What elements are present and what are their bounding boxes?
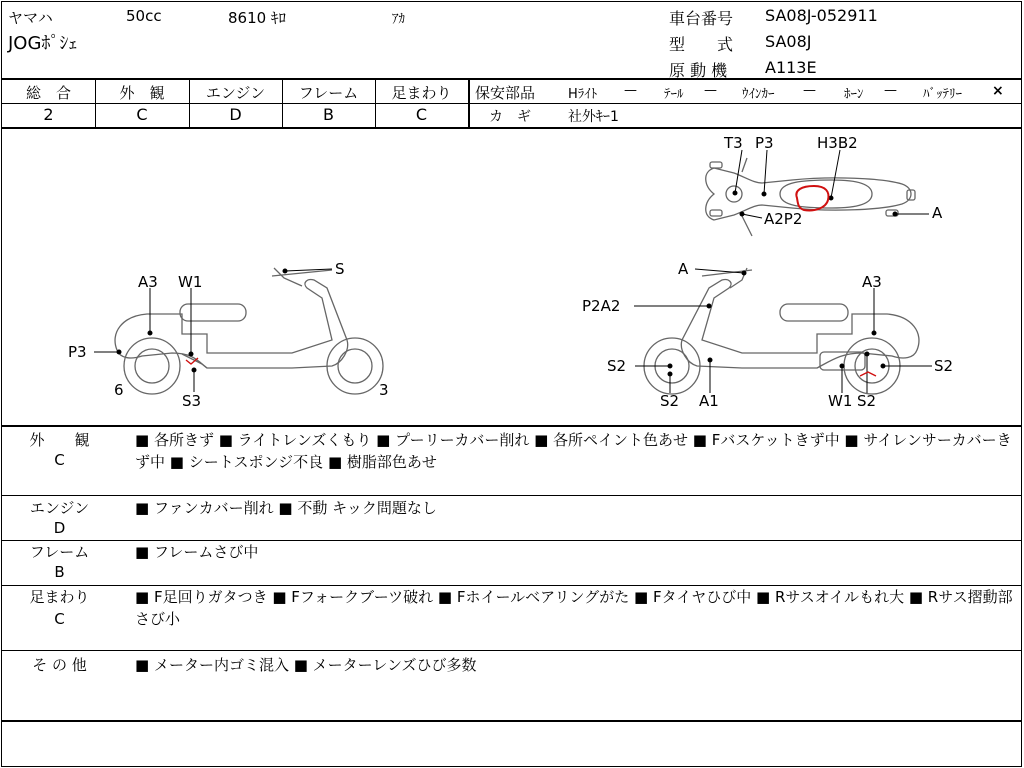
scooter-top-view <box>706 158 915 236</box>
note-category: エンジン <box>29 499 90 517</box>
label-right-s2-wheel: S2 <box>660 392 680 410</box>
note-row-frame <box>2 541 1022 585</box>
grade-label-frame: フレーム <box>298 84 359 102</box>
note-divider <box>2 650 1022 651</box>
grade-label-overall: 総 合 <box>25 84 71 102</box>
note-row-engine <box>2 496 1022 540</box>
label-right-s2-front: S2 <box>607 357 627 375</box>
label-right-w1: W1 <box>828 392 853 410</box>
grade-midline <box>2 103 468 104</box>
note-text: ■ F足回りガタつき ■ Fフォークブーツ破れ ■ Fホイールベアリングがた ■ Fタイヤひび中 ■ Rサスオイルもれ大 ■ Rサス摺動部さび小 <box>135 588 1013 628</box>
damage-mark-right-suspension <box>860 372 876 376</box>
label-right-a: A <box>678 260 689 278</box>
label-top-a: A <box>932 204 943 222</box>
note-text: ■ 各所きず ■ ライトレンズくもり ■ プーリーカバー削れ ■ 各所ペイント色あせ ■ Fバスケットきず中 ■ サイレンサーカバーきず中 ■ シートスポンジ不良 ■ 樹脂部色あせ <box>135 431 1012 471</box>
safety-mark-winker: — <box>803 83 816 98</box>
safety-mark-headlight: — <box>624 83 637 98</box>
note-category: そ の 他 <box>32 656 87 674</box>
safety-midline <box>469 103 1022 104</box>
grade-label-exterior: 外 観 <box>119 84 165 102</box>
label-right-a1: A1 <box>699 392 719 410</box>
engine-label: 原 動 機 <box>669 61 728 80</box>
label-top-h3b2: H3B2 <box>817 134 858 152</box>
grade-value-engine: D <box>229 105 242 124</box>
label-left-6: 6 <box>114 381 124 399</box>
grade-value-exterior: C <box>136 105 148 124</box>
note-grade: C <box>54 451 65 469</box>
label-top-a2p2: A2P2 <box>764 210 803 228</box>
label-left-s: S <box>335 260 345 278</box>
grade-label-suspension: 足まわり <box>391 84 452 102</box>
label-right-p2a2: P2A2 <box>582 297 621 315</box>
frame-no-label: 車台番号 <box>669 9 734 28</box>
note-text: ■ フレームさび中 <box>135 543 259 561</box>
grade-value-frame: B <box>323 105 334 124</box>
safety-item-horn: ﾎｰﾝ <box>844 87 864 102</box>
note-category: 足まわり <box>29 588 90 606</box>
key-value: 社外ｷｰ1 <box>568 109 619 125</box>
note-category: 外 観 <box>29 431 90 449</box>
header-divider <box>2 78 1022 80</box>
color: ｱｶ <box>392 12 405 27</box>
type-value: SA08J <box>765 32 812 51</box>
safety-item-tail: ﾃｰﾙ <box>664 87 684 102</box>
key-label: カ ギ <box>489 109 531 125</box>
label-left-s3: S3 <box>182 392 202 410</box>
label-right-s2-rear: S2 <box>857 392 877 410</box>
label-left-w1: W1 <box>178 273 203 291</box>
label-top-t3: T3 <box>724 134 743 152</box>
label-left-a3: A3 <box>138 273 158 291</box>
label-right-s2-side: S2 <box>934 357 954 375</box>
safety-label: 保安部品 <box>475 84 536 102</box>
grade-label-engine: エンジン <box>205 84 266 102</box>
safety-mark-tail: — <box>704 83 717 98</box>
safety-item-winker: ｳｲﾝｶｰ <box>742 87 775 102</box>
note-row-suspension <box>2 586 1022 650</box>
note-row-other <box>2 652 1022 720</box>
safety-mark-horn: — <box>884 83 897 98</box>
label-top-p3: P3 <box>755 134 774 152</box>
label-right-a3: A3 <box>862 273 882 291</box>
safety-mark-battery: × <box>992 83 1004 99</box>
note-text: ■ ファンカバー削れ ■ 不動 キック問題なし <box>135 499 437 517</box>
note-grade: C <box>54 610 65 628</box>
note-grade: B <box>54 563 65 581</box>
model-name: JOGﾎﾟｼｪ <box>8 33 78 54</box>
frame-no: SA08J-052911 <box>765 6 878 25</box>
displacement: 50cc <box>126 7 162 25</box>
notes-bottom-divider <box>2 720 1022 722</box>
inspection-sheet <box>1 1 1022 767</box>
label-left-p3: P3 <box>68 343 87 361</box>
type-label: 型 式 <box>669 35 734 54</box>
label-left-3: 3 <box>379 381 389 399</box>
safety-item-battery: ﾊﾞｯﾃﾘｰ <box>923 87 962 102</box>
grade-value-suspension: C <box>415 105 428 124</box>
note-text: ■ メーター内ゴミ混入 ■ メーターレンズひび多数 <box>135 656 477 674</box>
mileage: 8610 ｷﾛ <box>228 9 286 27</box>
note-row-exterior <box>2 427 1022 495</box>
grade-value-overall: 2 <box>43 105 54 124</box>
safety-item-headlight: Hﾗｲﾄ <box>568 87 598 102</box>
note-category: フレーム <box>29 543 90 561</box>
maker: ヤマハ <box>8 9 53 27</box>
note-grade: D <box>53 519 66 537</box>
engine-value: A113E <box>765 58 817 77</box>
